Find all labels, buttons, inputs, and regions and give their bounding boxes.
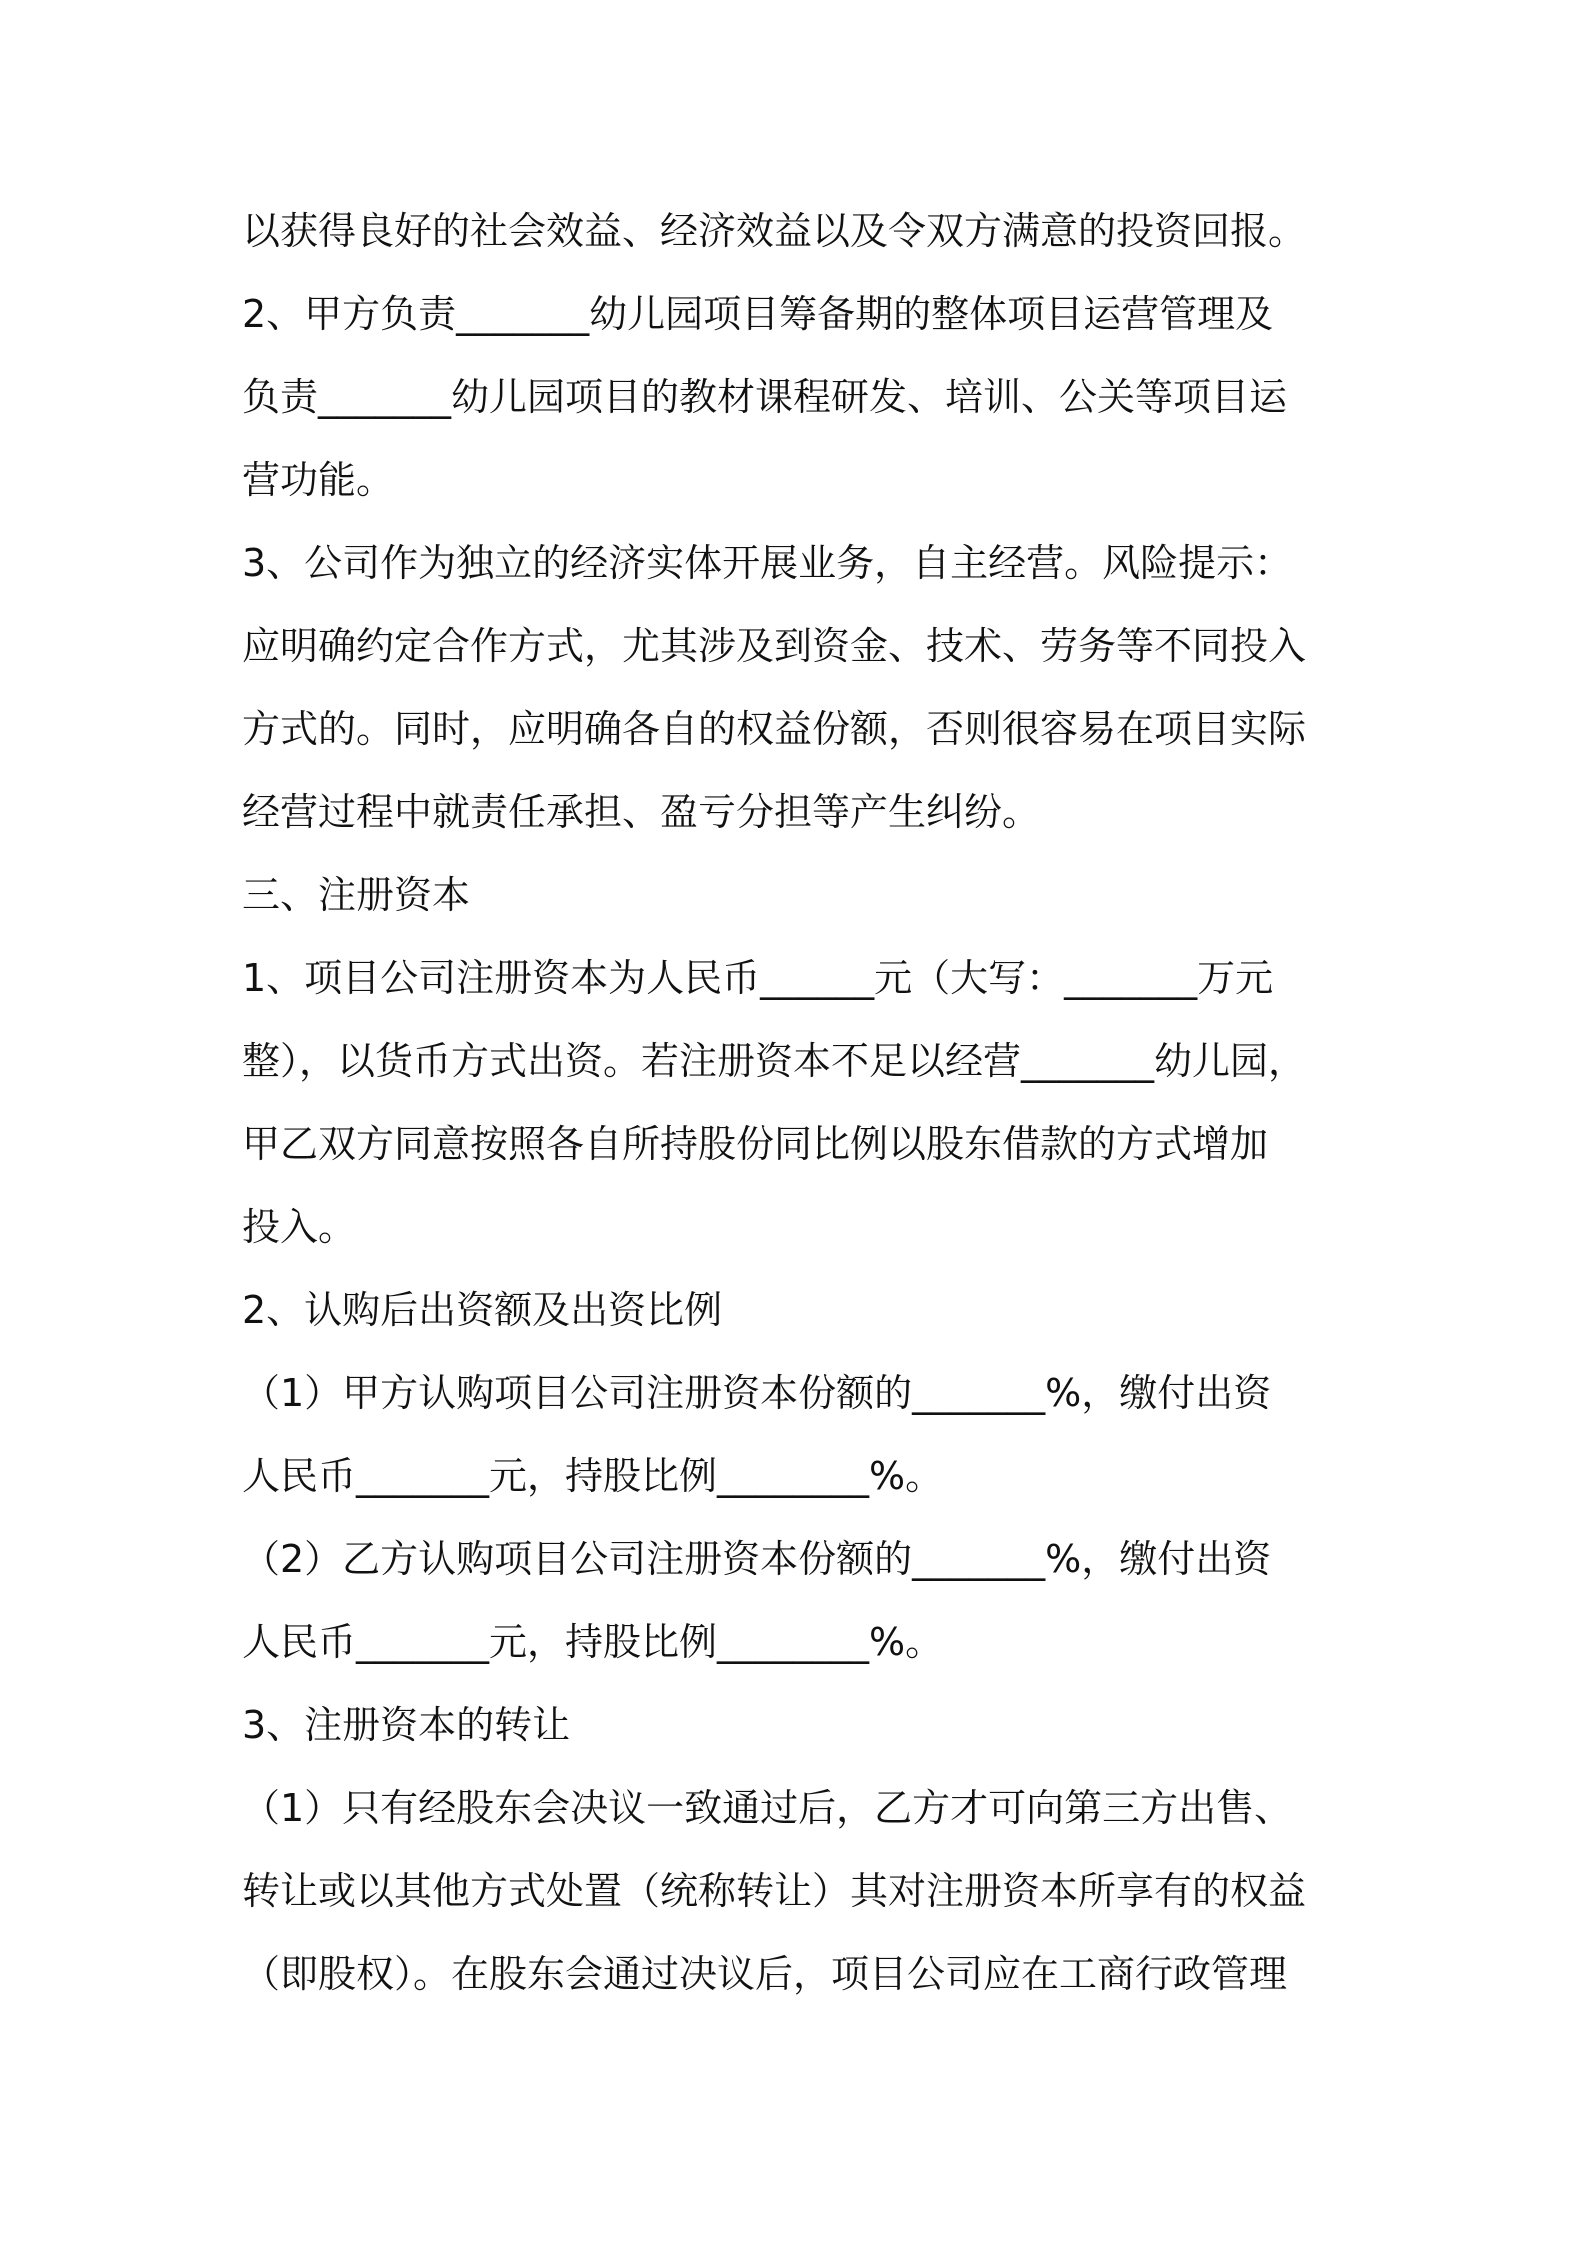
text-line: 应明确约定合作方式，尤其涉及到资金、技术、劳务等不同投入 [242, 624, 1307, 668]
text-line: 负责_______幼儿园项目的教材课程研发、培训、公关等项目运 [242, 375, 1288, 419]
text-line: （1）甲方认购项目公司注册资本份额的_______%，缴付出资 [242, 1371, 1272, 1415]
text-line: 营功能。 [242, 458, 395, 502]
text-line: 投入。 [242, 1205, 357, 1249]
text-line: 人民币_______元，持股比例________%。 [242, 1620, 944, 1664]
text-line: 转让或以其他方式处置（统称转让）其对注册资本所享有的权益 [242, 1869, 1307, 1913]
text-line: 1、项目公司注册资本为人民币______元（大写：_______万元 [242, 956, 1274, 1000]
text-line: 3、公司作为独立的经济实体开展业务，自主经营。风险提示： [242, 541, 1293, 585]
text-line: 2、甲方负责_______幼儿园项目筹备期的整体项目运营管理及 [242, 292, 1274, 336]
text-line: （1）只有经股东会决议一致通过后，乙方才可向第三方出售、 [242, 1786, 1293, 1830]
section-heading: 三、注册资本 [242, 873, 471, 917]
text-line: 人民币_______元，持股比例________%。 [242, 1454, 944, 1498]
text-line: 经营过程中就责任承担、盈亏分担等产生纠纷。 [242, 790, 1041, 834]
subsection-heading: 3、注册资本的转让 [242, 1703, 571, 1747]
text-line: （2）乙方认购项目公司注册资本份额的_______%，缴付出资 [242, 1537, 1272, 1581]
text-line: 整），以货币方式出资。若注册资本不足以经营_______幼儿园， [242, 1039, 1307, 1083]
text-line: 方式的。同时，应明确各自的权益份额，否则很容易在项目实际 [242, 707, 1307, 751]
text-line: 以获得良好的社会效益、经济效益以及令双方满意的投资回报。 [242, 209, 1307, 253]
subsection-heading: 2、认购后出资额及出资比例 [242, 1288, 723, 1332]
text-line: 甲乙双方同意按照各自所持股份同比例以股东借款的方式增加 [242, 1122, 1269, 1166]
contract-text [242, 190, 1362, 2016]
text-line: （即股权）。在股东会通过决议后，项目公司应在工商行政管理 [242, 1952, 1288, 1996]
